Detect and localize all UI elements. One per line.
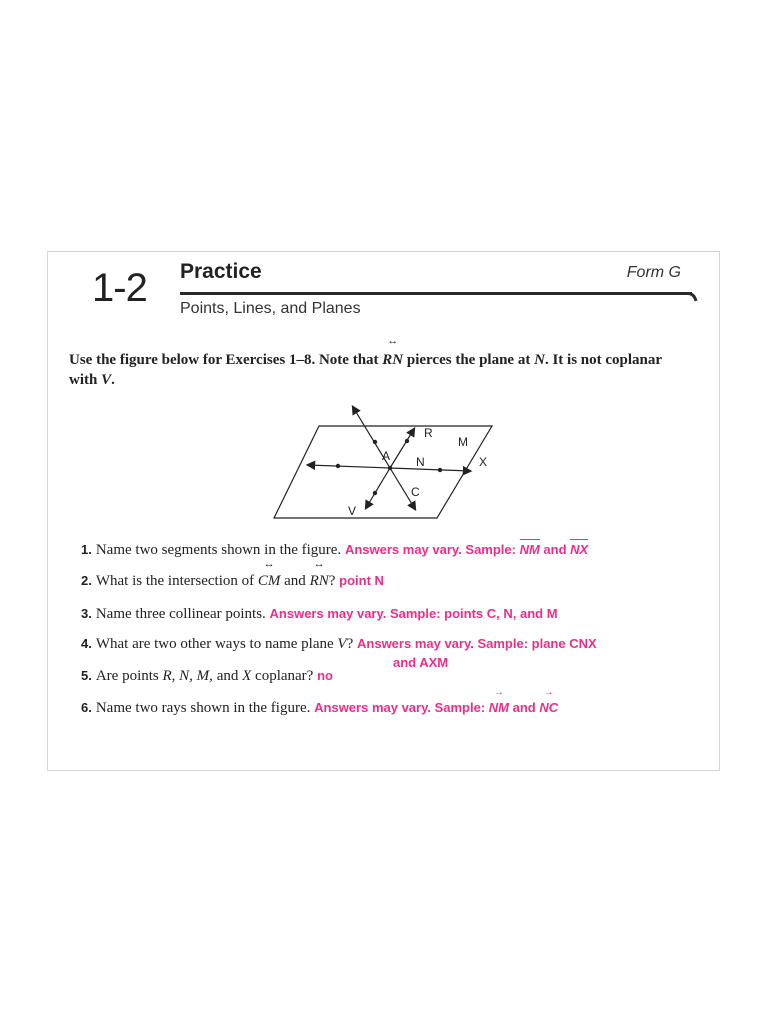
question-text: ? (328, 573, 336, 589)
point-n (388, 466, 392, 470)
intro-text-2: pierces the plane at (403, 352, 535, 368)
question-text: Name two segments shown in the figure. (95, 542, 342, 558)
question-1 (81, 542, 588, 559)
form-label: Form G (626, 264, 681, 281)
question-text: and (280, 573, 310, 589)
answer-1 (345, 542, 588, 557)
answer-2: point N (339, 573, 384, 588)
ray-nm (390, 429, 414, 468)
answer-4-line-1: Answers may vary. Sample: plane CNX (357, 636, 597, 651)
point-a (336, 464, 340, 468)
ray-nx (390, 468, 470, 471)
practice-card (47, 251, 720, 771)
question-number: 4. (81, 636, 92, 651)
ray-nm-notation: NM → (489, 700, 509, 715)
intro-text-4: . (111, 372, 115, 388)
label-c: C (411, 485, 420, 499)
line-rn-notation: RN ↔ (382, 350, 403, 370)
question-text: Are points (95, 668, 163, 684)
point-r (373, 440, 377, 444)
label-m: M (458, 435, 468, 449)
instructions (69, 350, 669, 390)
answer-prefix: Answers may vary. Sample: (344, 542, 520, 557)
point-x-name: X (242, 668, 252, 684)
page-title: Practice (180, 260, 262, 283)
question-text: and (212, 668, 243, 684)
question-text: Name two rays shown in the figure. (95, 700, 311, 716)
segment-nx: NX (570, 542, 589, 557)
question-6 (81, 700, 558, 717)
label-v: V (348, 504, 357, 518)
question-text: coplanar? (251, 668, 314, 684)
question-number: 6. (81, 700, 92, 715)
plane-name: V (337, 636, 347, 652)
point-c (373, 491, 377, 495)
question-text: Name three collinear points. (95, 606, 266, 622)
ray-nc (366, 468, 390, 508)
ray-na (308, 465, 390, 468)
label-n: N (416, 455, 425, 469)
answer-4-line-2: and AXM (393, 655, 449, 670)
answer-3: Answers may vary. Sample: points C, N, and M (269, 606, 558, 621)
header-rule-curve (648, 291, 708, 305)
question-number: 5. (81, 668, 92, 683)
line-cm: CM ↔ (258, 573, 281, 590)
ray-nc-notation: NC → (539, 700, 558, 715)
question-number: 1. (81, 542, 92, 557)
label-r: R (424, 426, 433, 440)
question-4 (81, 636, 597, 653)
label-a: A (382, 449, 391, 463)
question-number: 2. (81, 573, 92, 588)
question-text: ? (346, 636, 354, 652)
point-m (405, 439, 409, 443)
answer-6 (314, 700, 558, 715)
geometry-figure (270, 404, 545, 524)
intro-point: N (534, 352, 545, 368)
answer-and: and (508, 700, 540, 715)
label-x: X (479, 455, 488, 469)
question-3 (81, 606, 558, 623)
page-subtitle: Points, Lines, and Planes (180, 300, 361, 317)
point-list: R, N, M, (162, 668, 213, 684)
answer-and: and (539, 542, 571, 557)
intro-plane: V (101, 372, 112, 388)
intro-text-1: Use the figure below for Exercises 1–8. Note that (69, 352, 383, 368)
header-rule (180, 292, 692, 295)
question-2 (81, 573, 384, 590)
segment-nm: NM (519, 542, 540, 557)
question-5 (81, 668, 333, 685)
question-text: What are two other ways to name plane (95, 636, 338, 652)
question-text: What is the intersection of (95, 573, 258, 589)
line-rn: RN ↔ (310, 573, 329, 590)
answer-5: no (317, 668, 333, 683)
intro-text-3: . It is not coplanar with (69, 352, 662, 388)
answer-prefix: Answers may vary. Sample: (314, 700, 489, 715)
point-x (438, 468, 442, 472)
question-number: 3. (81, 606, 92, 621)
lesson-number: 1-2 (92, 266, 147, 310)
